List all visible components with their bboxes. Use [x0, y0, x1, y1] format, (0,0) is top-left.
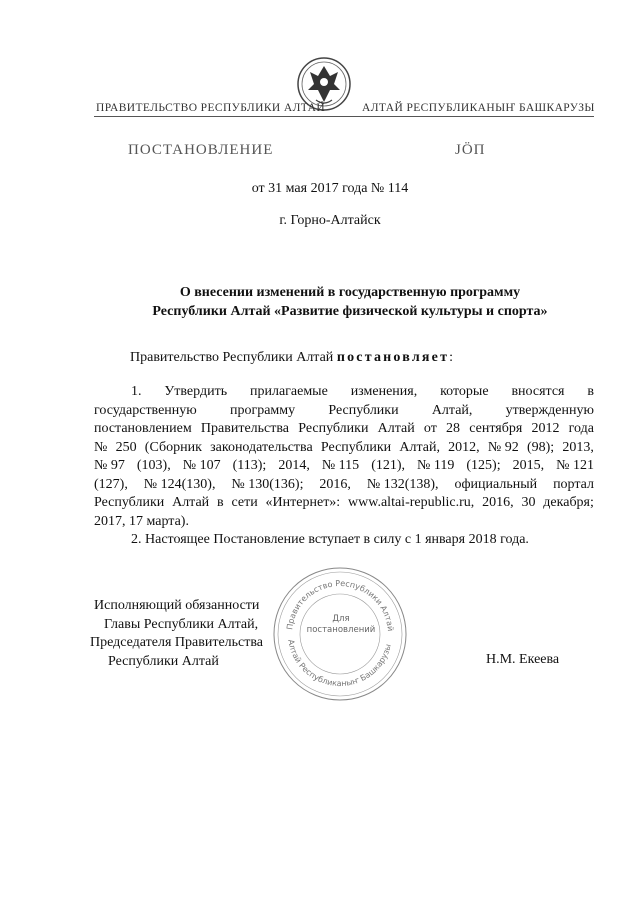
stamp-center-line: Для: [332, 614, 350, 624]
body-word: сентября: [469, 421, 523, 436]
preamble-text: Правительство Республики Алтай: [130, 350, 337, 365]
body-word: № 92: [487, 439, 519, 455]
body-text: [94, 383, 594, 550]
body-word: утвержденную: [505, 402, 594, 418]
body-word: декабря;: [543, 495, 594, 510]
body-word: года: [568, 421, 594, 436]
body-word: Республики: [320, 439, 392, 455]
body-line: [94, 457, 594, 476]
date-number-line: от 31 мая 2017 года № 114: [251, 181, 409, 196]
doc-type-ru: ПОСТАНОВЛЕНИЕ: [128, 142, 274, 158]
signatory-position: [90, 597, 264, 671]
signatory-name: Н.М. Екеева: [486, 652, 560, 667]
signatory-line: Главы Республики Алтай,: [104, 616, 259, 632]
body-word: Алтай: [377, 421, 415, 436]
body-word: изменения,: [350, 384, 418, 399]
body-word: (98);: [526, 439, 555, 455]
body-word: 250: [115, 439, 137, 455]
body-line: [94, 402, 594, 421]
title-line: Республики Алтай «Развитие физической культуры и спорта»: [152, 304, 548, 319]
body-word: 2013,: [562, 439, 594, 455]
body-word: № 124(130),: [143, 476, 216, 492]
body-word: 2016,: [482, 495, 514, 510]
city-line: г. Горно-Алтайск: [279, 213, 381, 228]
body-line: [94, 383, 594, 402]
body-word: в: [217, 495, 224, 510]
stamp-ring-text-bottom: Алтай Республиканыҥ Башкарузы: [286, 638, 393, 689]
body-word: № 107: [182, 458, 221, 473]
body-word: Алтай,: [399, 439, 440, 455]
document-title: [90, 283, 610, 321]
body-word: государственную: [94, 402, 197, 418]
title-line: О внесении изменений в государственную программу: [179, 285, 521, 300]
body-word: в: [587, 384, 594, 399]
body-word: 2012: [531, 421, 560, 436]
preamble: [130, 350, 453, 366]
body-word: № 97: [94, 458, 125, 473]
body-word: 1.: [131, 384, 142, 399]
body-word: Республики: [328, 402, 399, 418]
body-word: 2015,: [512, 458, 545, 473]
body-word: № 121: [556, 458, 594, 473]
body-word: № 115: [321, 458, 360, 473]
body-word: 2014,: [278, 458, 310, 473]
preamble-colon: :: [449, 350, 454, 365]
body-word: Алтай,: [431, 402, 473, 418]
body-word: прилагаемые: [249, 384, 328, 399]
body-word: (103),: [136, 458, 171, 473]
body-word: (127),: [94, 476, 128, 492]
body-line: [94, 420, 594, 439]
signatory-line: Республики Алтай: [108, 653, 219, 669]
body-word: от: [423, 421, 437, 436]
body-word: 2012,: [448, 439, 480, 455]
body-word: № 119: [417, 458, 455, 473]
body-word: сети: [231, 495, 258, 510]
body-line: [94, 439, 594, 458]
body-line: 2017, 17 марта).: [94, 513, 189, 529]
preamble-decree-word: постановляет: [336, 350, 450, 365]
body-word: № 130(136);: [231, 476, 304, 492]
body-word: www.altai-republic.ru,: [348, 495, 475, 510]
header-rule: [94, 116, 594, 117]
body-word: постановлением: [94, 421, 192, 436]
body-word: 2016,: [319, 476, 351, 492]
signatory-line: Председателя Правительства: [90, 635, 264, 650]
body-word: 28: [446, 421, 461, 436]
government-title-ru: ПРАВИТЕЛЬСТВО РЕСПУБЛИКИ АЛТАЙ: [96, 102, 326, 114]
body-line: [94, 494, 594, 513]
body-word: (121),: [371, 458, 406, 473]
body-word: программу: [229, 402, 296, 418]
body-word: портал: [553, 476, 594, 492]
stamp-center-line: постановлений: [306, 625, 376, 635]
body-word: (113);: [232, 458, 267, 473]
stamp-center-label: [300, 614, 382, 636]
body-word: Правительства: [200, 421, 290, 436]
body-word: (125);: [466, 458, 501, 473]
body-word: Утвердить: [164, 384, 228, 399]
body-word: Республики: [94, 495, 165, 510]
government-title-alt: АЛТАЙ РЕСПУБЛИКАНЫҤ БАШКАРУЗЫ: [362, 102, 595, 114]
body-word: Алтай: [172, 495, 210, 510]
body-line: 2. Настоящее Постановление вступает в силу с 1 января 2018 года.: [131, 532, 529, 547]
signatory-line: Исполняющий обязанности: [94, 598, 260, 613]
body-word: вносятся: [511, 384, 565, 399]
body-word: официальный: [454, 476, 538, 492]
body-word: №: [94, 439, 108, 455]
body-word: которые: [440, 384, 489, 399]
body-word: (Сборник: [144, 439, 202, 455]
stamp-ring-text-top: Правительство Республики Алтай: [285, 578, 395, 632]
body-line: [94, 476, 594, 495]
body-word: 30: [521, 495, 536, 510]
body-word: № 132(138),: [366, 476, 439, 492]
body-word: Республики: [298, 421, 369, 436]
doc-type-alt: JӦП: [455, 142, 486, 158]
body-word: «Интернет»:: [265, 495, 341, 510]
body-word: законодательства: [210, 439, 313, 455]
